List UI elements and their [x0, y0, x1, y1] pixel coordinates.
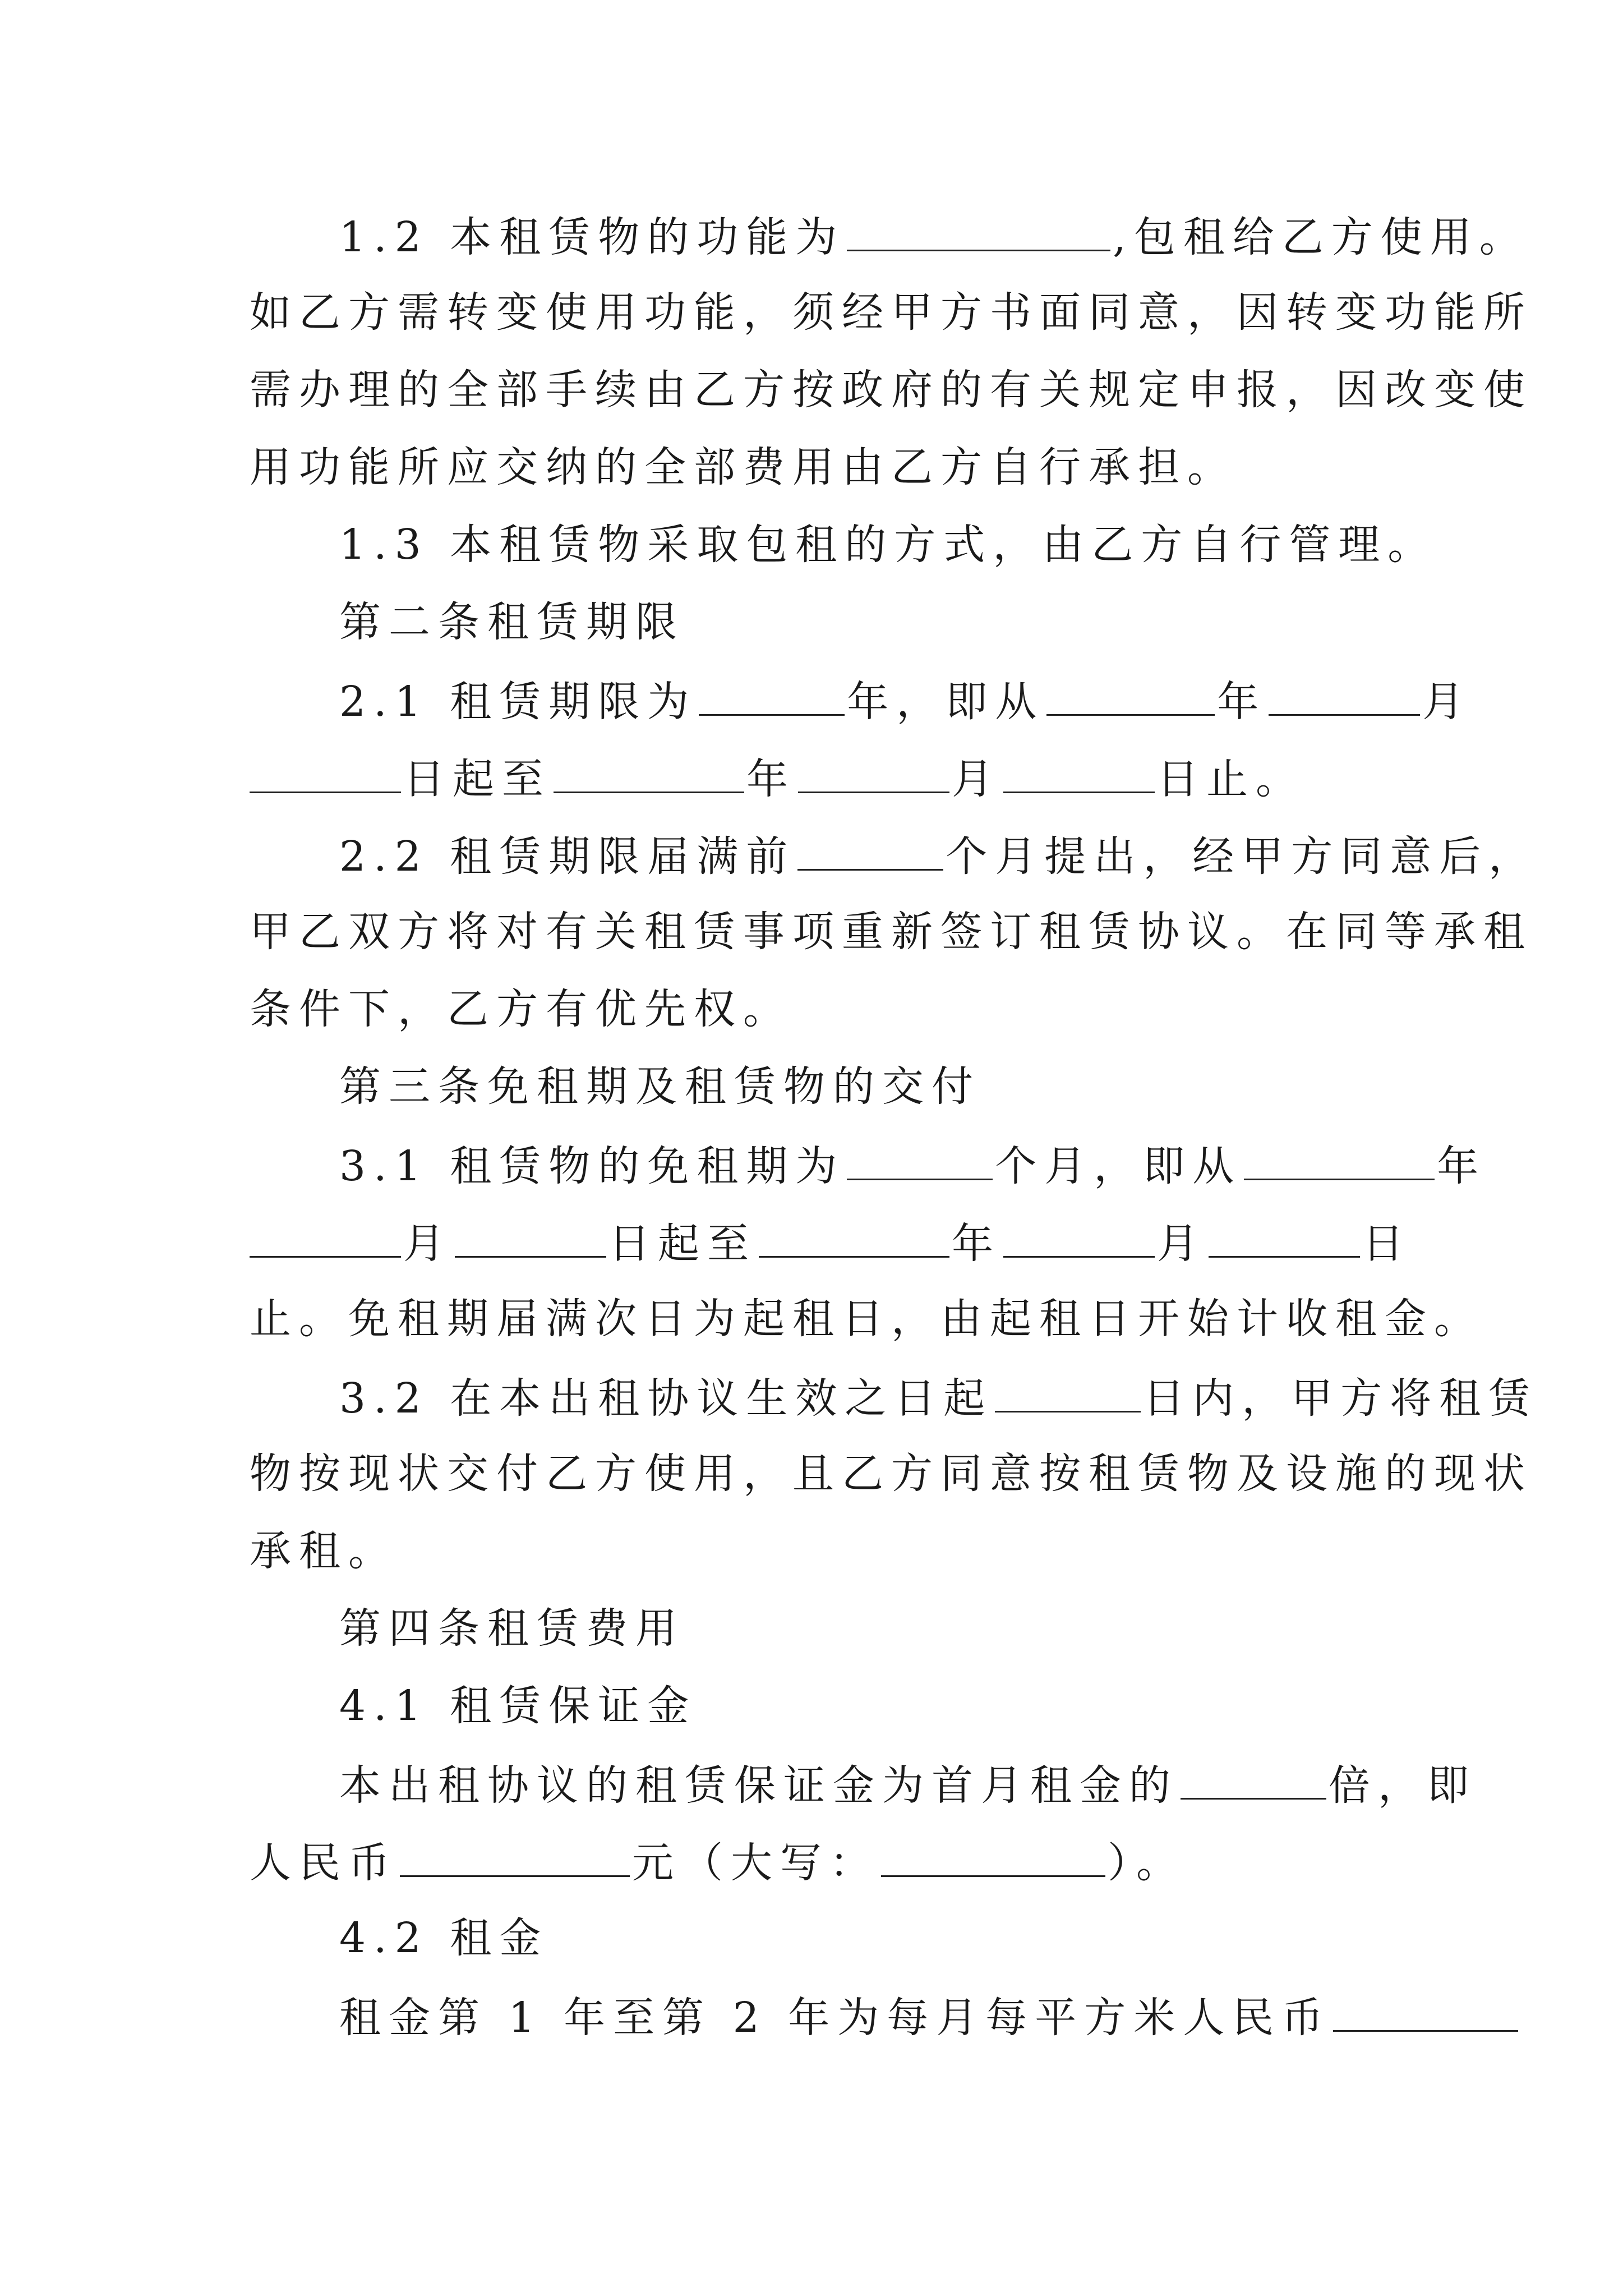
clause-4-1-heading	[250, 1681, 1455, 1759]
text-segment: ,包租给乙方使用。	[1113, 213, 1529, 261]
fill-blank[interactable]	[847, 1139, 993, 1180]
clause-4-1-line-1	[250, 1759, 1477, 1836]
clause-3-1-line-3	[250, 1294, 1483, 1372]
text-segment: ）。	[1108, 1839, 1186, 1887]
text-segment: 2.2 租赁期限届满前	[339, 832, 796, 881]
text-segment: 租金第 1 年至第 2 年为每月每平方米人民币	[339, 1994, 1331, 2042]
clause-4-1-line-2	[250, 1836, 1455, 1913]
text-segment: 年	[1437, 1142, 1487, 1190]
fill-blank[interactable]	[250, 1217, 401, 1258]
section-heading: 第二条租赁期限	[339, 598, 685, 646]
clause-3-2-line-3	[250, 1526, 1455, 1604]
text-segment: 物按现状交付乙方使用，且乙方同意按租赁物及设施的现状	[250, 1450, 1533, 1498]
text-segment: 年	[746, 755, 796, 803]
clause-2-1-line-1	[250, 675, 1472, 752]
text-segment: 个月，即从	[995, 1142, 1242, 1190]
fill-blank[interactable]	[1003, 752, 1155, 793]
fill-blank[interactable]	[554, 752, 744, 793]
text-segment: 需办理的全部手续由乙方按政府的有关规定申报，因改变使	[250, 366, 1533, 414]
clause-1-2-line-1	[250, 210, 1529, 288]
subsection-heading: 4.1 租赁保证金	[339, 1682, 697, 1730]
clause-4-2-heading	[250, 1913, 1455, 1991]
text-segment: 年	[1217, 678, 1267, 726]
text-segment: 甲乙双方将对有关租赁事项重新签订租赁协议。在同等承租	[250, 908, 1533, 956]
text-segment: 日止。	[1157, 755, 1305, 803]
text-segment: 月	[1422, 678, 1472, 726]
fill-blank[interactable]	[250, 752, 401, 793]
clause-1-2-line-3	[250, 365, 1533, 443]
text-segment: 1.2 本租赁物的功能为	[339, 213, 845, 261]
text-segment: 止。免租期届满次日为起租日，由起租日开始计收租金。	[250, 1295, 1483, 1343]
text-segment: 2.1 租赁期限为	[339, 678, 697, 726]
fill-blank[interactable]	[1269, 675, 1420, 716]
fill-blank[interactable]	[699, 675, 845, 716]
clause-3-2-line-2	[250, 1449, 1533, 1526]
article-3-heading	[250, 1062, 1455, 1139]
clause-1-3	[250, 520, 1455, 597]
text-segment: 个月提出，经甲方同意后，	[946, 832, 1538, 881]
clause-3-1-line-2	[250, 1217, 1455, 1294]
clause-2-2-line-1	[250, 830, 1538, 907]
text-segment: 3.1 租赁物的免租期为	[339, 1142, 845, 1190]
text-segment: 日起至	[403, 755, 551, 803]
text-segment: 日	[1362, 1220, 1412, 1268]
text-segment: 日内，甲方将租赁	[1143, 1374, 1538, 1423]
text-segment: 人民币	[250, 1839, 398, 1887]
clause-2-2-line-3	[250, 984, 1455, 1062]
text-segment: 用功能所应交纳的全部费用由乙方自行承担。	[250, 443, 1237, 491]
text-segment: 条件下，乙方有优先权。	[250, 985, 792, 1033]
text-segment: 3.2 在本出租协议生效之日起	[339, 1374, 993, 1423]
text-segment: 承租。	[250, 1527, 398, 1575]
article-4-heading	[250, 1604, 1455, 1681]
clause-1-2-line-4	[250, 443, 1455, 520]
text-segment: 元（大写：	[632, 1839, 879, 1887]
text-segment: 倍，即	[1329, 1761, 1477, 1810]
fill-blank[interactable]	[1333, 1991, 1518, 2032]
text-segment: 如乙方需转变使用功能，须经甲方书面同意，因转变功能所	[250, 288, 1533, 337]
fill-blank[interactable]	[881, 1836, 1105, 1877]
clause-1-2-line-2	[250, 288, 1533, 365]
fill-blank[interactable]	[847, 210, 1110, 251]
subsection-heading: 4.2 租金	[339, 1914, 549, 1962]
fill-blank[interactable]	[400, 1836, 630, 1877]
fill-blank[interactable]	[1003, 1217, 1155, 1258]
clause-2-1-line-2	[250, 752, 1455, 830]
text-segment: 年	[952, 1220, 1001, 1268]
text-segment: 日起至	[608, 1220, 757, 1268]
text-segment: 月	[403, 1220, 453, 1268]
fill-blank[interactable]	[797, 830, 943, 871]
text-segment: 月	[952, 755, 1001, 803]
fill-blank[interactable]	[798, 752, 949, 793]
clause-3-1-line-1	[250, 1139, 1487, 1217]
clause-3-2-line-1	[250, 1372, 1538, 1449]
fill-blank[interactable]	[1046, 675, 1215, 716]
article-2-heading	[250, 597, 1455, 675]
section-heading: 第四条租赁费用	[339, 1604, 685, 1653]
clause-2-2-line-2	[250, 907, 1533, 984]
text-segment: 年，即从	[847, 678, 1045, 726]
fill-blank[interactable]	[995, 1372, 1141, 1412]
fill-blank[interactable]	[1209, 1217, 1360, 1258]
fill-blank[interactable]	[1244, 1139, 1435, 1180]
text-segment: 本出租协议的租赁保证金为首月租金的	[339, 1761, 1178, 1810]
section-heading: 第三条免租期及租赁物的交付	[339, 1062, 981, 1111]
fill-blank[interactable]	[759, 1217, 949, 1258]
text-segment: 月	[1157, 1220, 1206, 1268]
fill-blank[interactable]	[455, 1217, 606, 1258]
text-segment: 1.3 本租赁物采取包租的方式，由乙方自行管理。	[339, 521, 1437, 569]
clause-4-2-line-1	[250, 1991, 1455, 2068]
fill-blank[interactable]	[1181, 1759, 1326, 1800]
document-page	[250, 210, 1538, 2068]
